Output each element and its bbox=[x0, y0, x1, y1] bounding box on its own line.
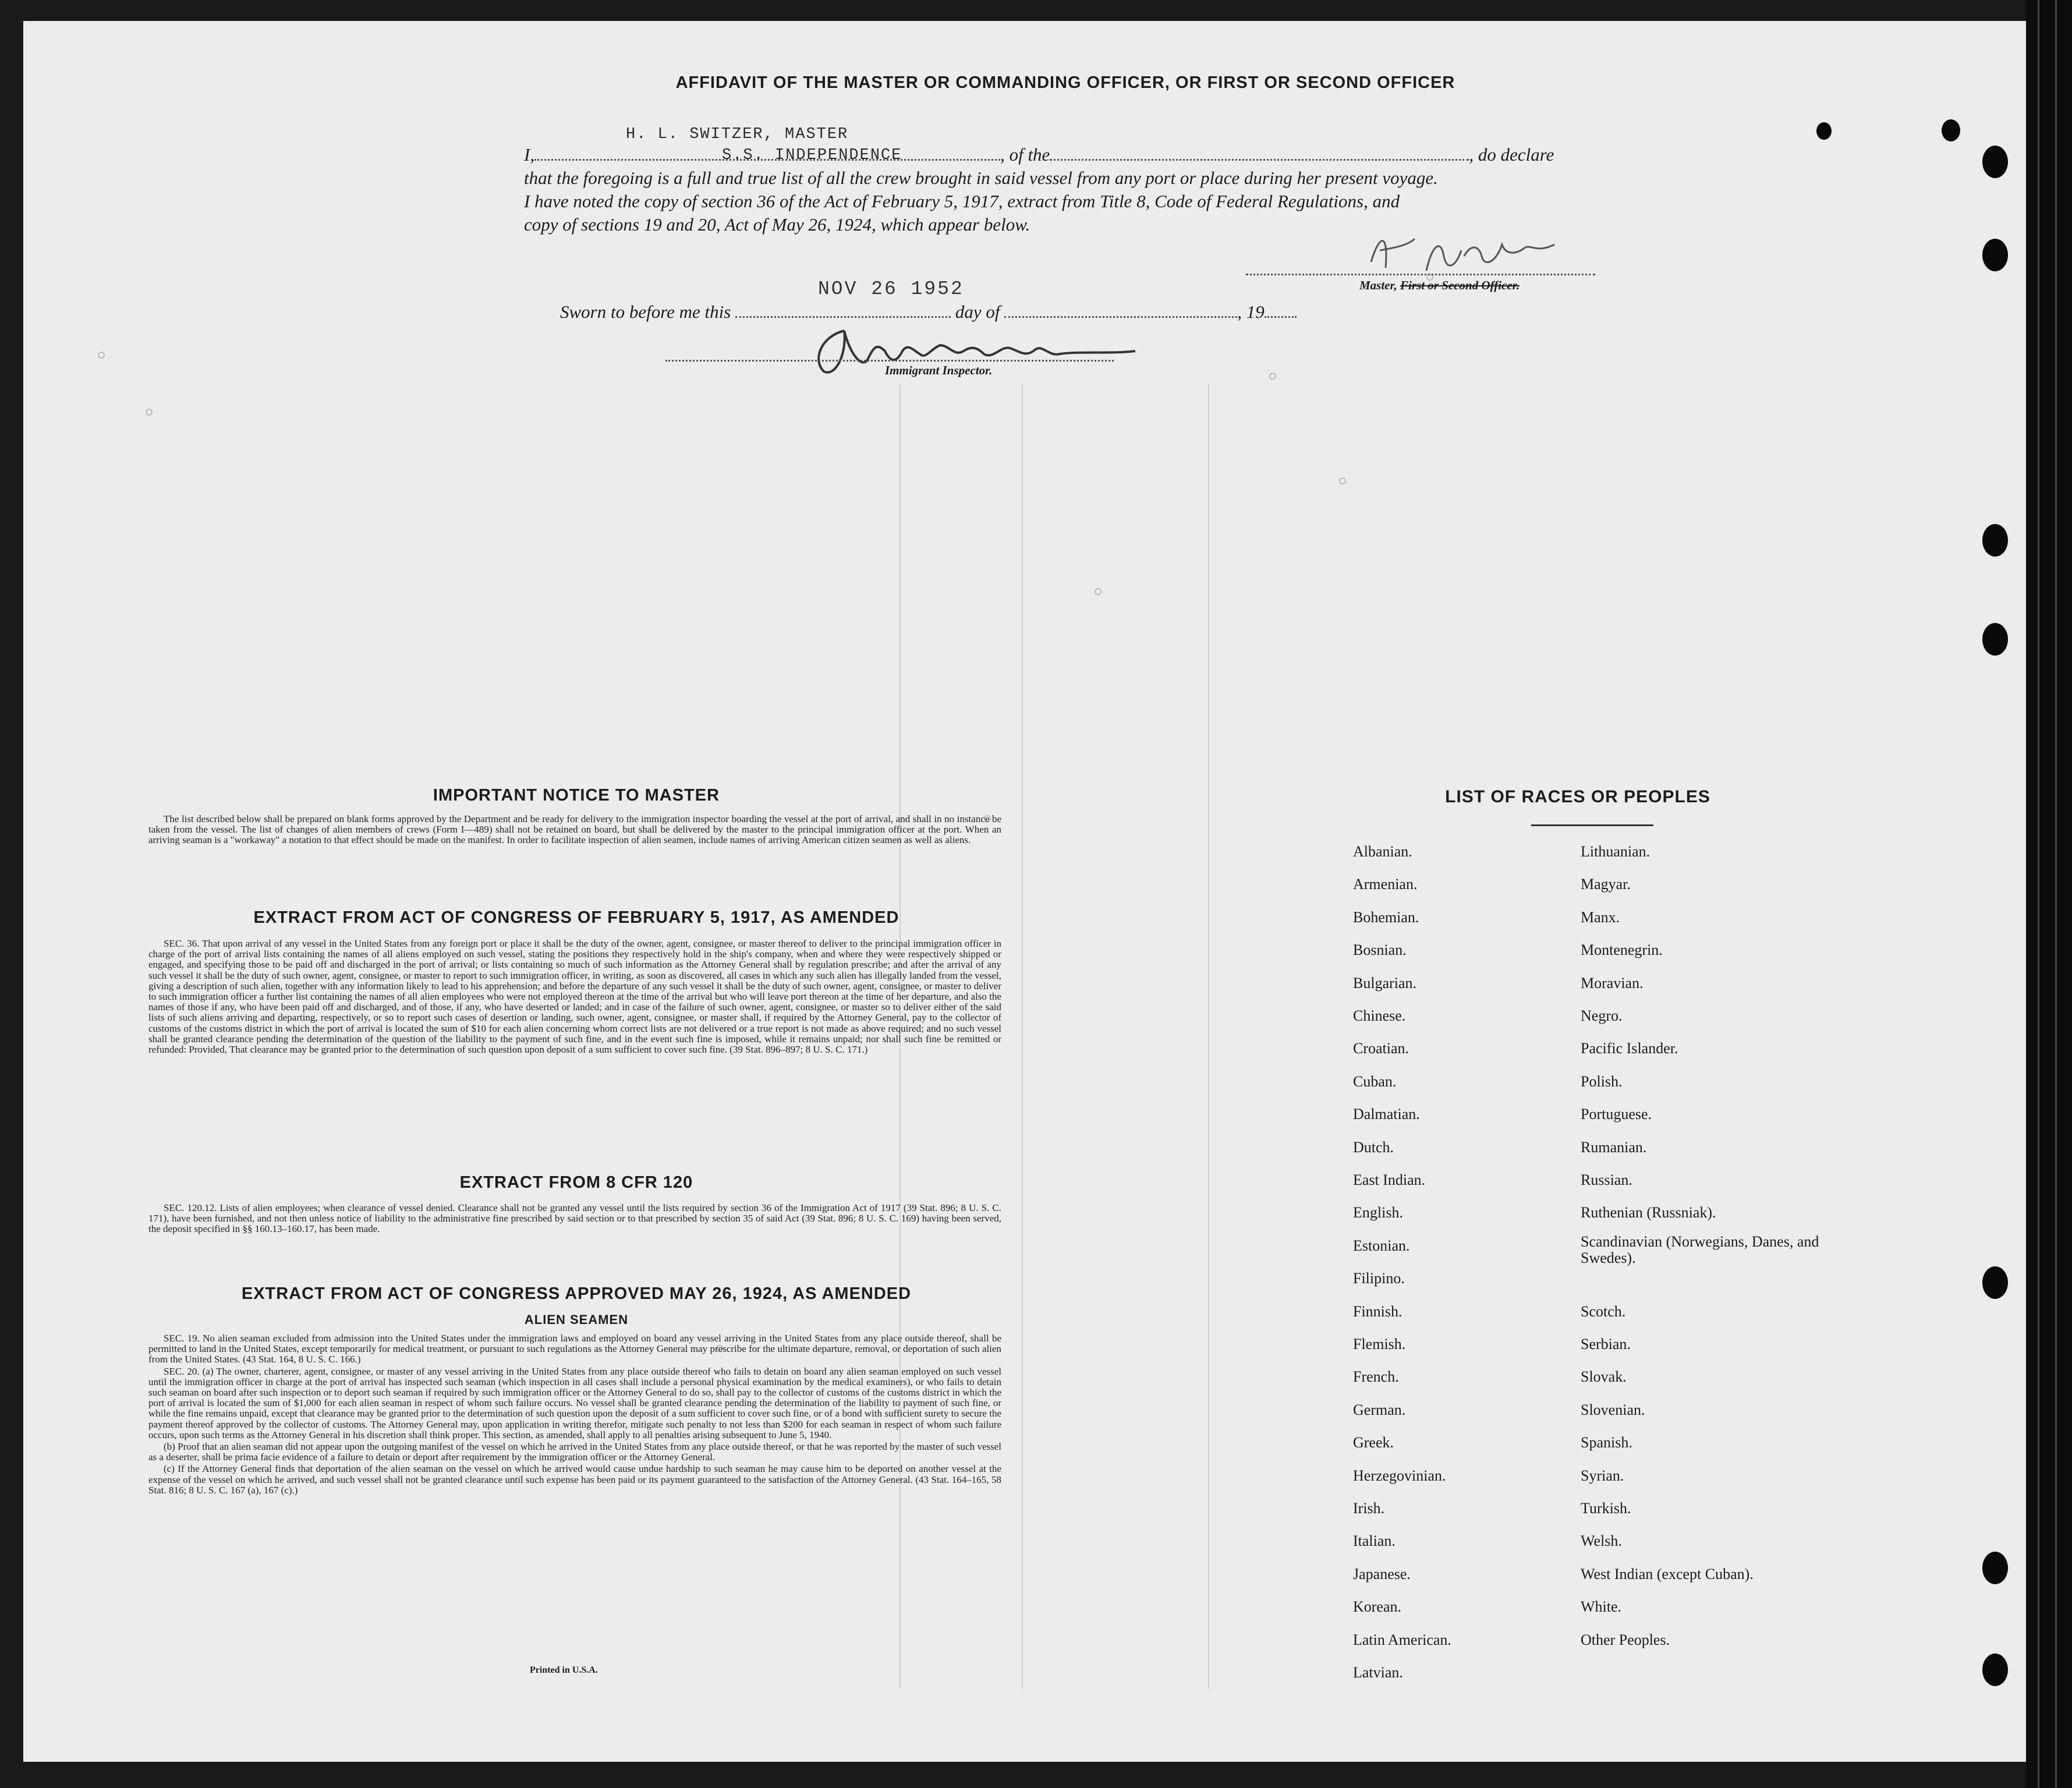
affidavit-of-the: , of the bbox=[1000, 144, 1050, 165]
race-item: Ruthenian (Russniak). bbox=[1581, 1204, 1716, 1221]
affidavit-line-2: that the foregoing is a full and true list of all the crew brought in said vessel from any port or place during her present voyage. bbox=[524, 168, 1438, 188]
race-item: Estonian. bbox=[1353, 1237, 1410, 1254]
ink-spot bbox=[1816, 122, 1832, 140]
race-item: Dalmatian. bbox=[1353, 1106, 1420, 1123]
extract-1917-text: SEC. 36. That upon arrival of any vessel in the United States from any foreign port or place it shall be the duty of the owner, agent, consignee, or master thereof to deliver to the principal immigration officer in charge of the port of arrival lists containing the names of all aliens employed on such vessel, stating the positions they respectively hold in the ship's company, when and where they were respectively shipped or engaged, and specifying those to be paid off and discharged in the port of arrival; or lists containing so much of such information as the Attorney General shall by regulation prescribe; and after the arrival of any such vessel it shall be the duty of such owner, agent, consignee, or master to report to such immigration officer, in writing, as soon as discovered, all cases in which any such alien has illegally landed from the vessel, giving a description of such alien, together with any information likely to lead to his apprehension; and before the departure of any such vessel it shall be the duty of such owner, agent, consignee, or master to deliver to such immigration officer a further list containing the names of all alien employees who were not employed thereon at the time of the arrival but who will leave port thereon at the time of her departure, and also the names of those if any, who have been paid off and discharged, and of those, if any, who have deserted or landed; and in case of the failure of such owner, agent, consignee, or master so to deliver either of the said lists of such aliens arriving and departing, respectively, or so to report such cases of desertion or landing, such owner, agent, consignee, or master shall, if required by the Attorney General, pay to the collector of customs of the customs district in which the port of arrival is located the sum of $10 for each alien concerning whom correct lists are not delivered or a true report is not made as above required; and no such vessel shall be granted clearance pending the determination of the question of the liability to the payment of such fine, and in the event such fine is imposed, while it remains unpaid; nor shall such fine be remitted or refunded: Provided, That clearance may be granted prior to the determination of such question upon deposit of a sum sufficient to cover such fine. (39 Stat. 896–897; 8 U. S. C. 171.) bbox=[148, 939, 1001, 1056]
inspector-label: Immigrant Inspector. bbox=[885, 363, 993, 377]
race-item: Bohemian. bbox=[1353, 908, 1419, 926]
race-item: Welsh. bbox=[1581, 1532, 1622, 1550]
race-item: White. bbox=[1581, 1598, 1622, 1616]
punch-hole bbox=[1982, 239, 2008, 271]
typed-vessel-name: S.S. INDEPENDENCE bbox=[722, 147, 902, 164]
master-signature-line bbox=[1246, 274, 1595, 275]
races-title: LIST OF RACES OR PEOPLES bbox=[1445, 787, 1710, 806]
race-item: Manx. bbox=[1581, 908, 1620, 926]
race-item: Japanese. bbox=[1353, 1565, 1411, 1582]
race-item: Latin American. bbox=[1353, 1631, 1451, 1648]
sworn-label: Sworn to before me this bbox=[560, 302, 731, 322]
scan-speck bbox=[146, 409, 153, 416]
punch-hole bbox=[1982, 524, 2008, 557]
scan-border-line bbox=[2038, 0, 2039, 1788]
race-item: Irish. bbox=[1353, 1500, 1385, 1517]
race-item: East Indian. bbox=[1353, 1171, 1426, 1188]
printed-in-usa: Printed in U.S.A. bbox=[530, 1665, 598, 1675]
race-item: Croatian. bbox=[1353, 1040, 1409, 1057]
race-item: Finnish. bbox=[1353, 1302, 1402, 1320]
race-item: Albanian. bbox=[1353, 843, 1412, 860]
affidavit-line-3: I have noted the copy of section 36 of the Act of February 5, 1917, extract from Title 8, Code of Federal Regulations, and bbox=[524, 191, 1400, 211]
race-item: Slovenian. bbox=[1581, 1401, 1645, 1418]
inspector-signature-line bbox=[665, 360, 1114, 362]
race-item: West Indian (except Cuban). bbox=[1581, 1565, 1754, 1582]
race-item: Scotch. bbox=[1581, 1302, 1626, 1320]
race-item: Magyar. bbox=[1581, 876, 1631, 893]
race-item: Filipino. bbox=[1353, 1270, 1405, 1287]
race-item: Serbian. bbox=[1581, 1336, 1631, 1352]
race-item: Other Peoples. bbox=[1581, 1631, 1670, 1648]
year-label: , 19 bbox=[1237, 302, 1265, 322]
typed-master-name: H. L. SWITZER, MASTER bbox=[626, 126, 849, 143]
column-rule bbox=[1022, 384, 1023, 1688]
punch-hole bbox=[1982, 1552, 2008, 1584]
race-item: Russian. bbox=[1581, 1171, 1632, 1188]
race-item: Greek. bbox=[1353, 1434, 1394, 1451]
day-of-label: day of bbox=[955, 302, 1000, 322]
punch-hole bbox=[1982, 1266, 2008, 1299]
race-item: Rumanian. bbox=[1581, 1138, 1647, 1156]
column-rule bbox=[1208, 384, 1209, 1688]
races-title-rule bbox=[1531, 824, 1653, 826]
affidavit-line-1 bbox=[524, 144, 1554, 165]
affidavit-declare: , do declare bbox=[1469, 144, 1554, 165]
race-item: Moravian. bbox=[1581, 974, 1644, 992]
race-item: Polish. bbox=[1581, 1072, 1623, 1090]
punch-hole bbox=[1982, 1654, 2008, 1686]
extract-1917-title: EXTRACT FROM ACT OF CONGRESS OF FEBRUARY 5, 1917, AS AMENDED bbox=[253, 908, 899, 927]
race-item: Herzegovinian. bbox=[1353, 1467, 1446, 1484]
race-item: Italian. bbox=[1353, 1532, 1395, 1550]
scan-speck bbox=[98, 352, 105, 359]
race-item: Latvian. bbox=[1353, 1664, 1403, 1681]
notice-text: The list described below shall be prepared on blank forms approved by the Department and be ready for delivery to the immigration inspector boarding the vessel at the port of arrival, and shall in no instance be taken from the vessel. The list of changes of alien members of crews (Form I—489) shall not be retained on board, but shall be delivered by the master to the principal immigration officer at the port. When an arriving seaman is a "workaway" a notation to that effect should be made on the manifest. In order to facilitate inspection of alien seamen, include names of arriving American citizen seamen as well as aliens. bbox=[148, 814, 1001, 846]
master-signature bbox=[1362, 221, 1572, 285]
race-item: Bulgarian. bbox=[1353, 974, 1417, 992]
punch-hole bbox=[1982, 623, 2008, 656]
race-item: Syrian. bbox=[1581, 1467, 1624, 1484]
race-item: Spanish. bbox=[1581, 1434, 1632, 1451]
punch-hole bbox=[1982, 146, 2008, 178]
race-item: Negro. bbox=[1581, 1007, 1623, 1024]
extract-cfr-title: EXTRACT FROM 8 CFR 120 bbox=[459, 1173, 693, 1192]
race-item: Slovak. bbox=[1581, 1368, 1627, 1386]
race-item: Scandinavian (Norwegians, Danes, and Swedes). bbox=[1581, 1233, 1819, 1266]
scan-speck bbox=[1095, 588, 1101, 595]
affidavit-line-4: copy of sections 19 and 20, Act of May 26, 1924, which appear below. bbox=[524, 214, 1030, 235]
ink-spot bbox=[1942, 119, 1960, 141]
race-item: Bosnian. bbox=[1353, 941, 1407, 959]
race-item: Portuguese. bbox=[1581, 1106, 1652, 1123]
alien-seamen-subtitle: ALIEN SEAMEN bbox=[524, 1312, 629, 1327]
race-item: English. bbox=[1353, 1204, 1403, 1221]
race-item: Korean. bbox=[1353, 1598, 1402, 1616]
race-item: Dutch. bbox=[1353, 1138, 1394, 1156]
race-item: German. bbox=[1353, 1401, 1406, 1418]
race-item: Lithuanian. bbox=[1581, 843, 1650, 860]
race-item: Cuban. bbox=[1353, 1072, 1397, 1090]
race-item: Turkish. bbox=[1581, 1500, 1631, 1517]
race-item: Flemish. bbox=[1353, 1336, 1406, 1352]
struck-officer-label: First or Second Officer. bbox=[1400, 278, 1520, 292]
scan-border-line bbox=[2055, 0, 2057, 1788]
affidavit-title: AFFIDAVIT OF THE MASTER OR COMMANDING OFFICER, OR FIRST OR SECOND OFFICER bbox=[675, 73, 1455, 92]
race-item: Armenian. bbox=[1353, 876, 1418, 893]
race-item: French. bbox=[1353, 1368, 1399, 1386]
scan-speck bbox=[1339, 477, 1346, 484]
race-item: Montenegrin. bbox=[1581, 941, 1663, 959]
master-signature-label: Master, First or Second Officer. bbox=[1359, 278, 1520, 292]
affidavit-i: I, bbox=[524, 144, 535, 165]
scan-speck bbox=[1269, 373, 1276, 380]
scan-border bbox=[2026, 0, 2072, 1788]
extract-1924-title: EXTRACT FROM ACT OF CONGRESS APPROVED MAY 26, 1924, AS AMENDED bbox=[241, 1284, 912, 1303]
notice-title: IMPORTANT NOTICE TO MASTER bbox=[433, 786, 720, 805]
date-stamp: NOV 26 1952 bbox=[818, 278, 964, 300]
extract-cfr-text: SEC. 120.12. Lists of alien employees; when clearance of vessel denied. Clearance shall not be granted any vessel until the lists required by section 36 of the Immigration Act of 1917 (39 Stat. 896; 8 U. S. C. 171), have been furnished, and not then unless notice of liability to the administrative fine prescribed by said section or to that prescribed by section 35 of said Act (39 Stat. 896; 8 U. S. C. 169) having been served, the deposit specified in §§ 160.13–160.17, has been made. bbox=[148, 1203, 1001, 1235]
race-item: Pacific Islander. bbox=[1581, 1040, 1678, 1057]
extract-1924-text: SEC. 19. No alien seaman excluded from admission into the United States under the immigration laws and employed on board any vessel arriving in the United States from any place outside thereof, shall be permitted to land in the United States, except temporarily for medical treatment, or pursuant to such regulations as the Attorney General may prescribe for the ultimate departure, removal, or deportation of such alien from the United States. (43 Stat. 164, 8 U. S. C. 166.) SEC. 20. (a) The owner, charterer, agent, consignee, or master of any vessel arriving in the United States from any place outside thereof who fails to detain on board any alien seaman employed on such vessel until the immigration officer in charge at the port of arrival has inspected such seaman (which inspection in all cases shall include a personal physical examination by the medical examiners), or who fails to detain such seaman on board after such inspection or to deport such seaman if required by such immigration officer or the Attorney General to do so, shall pay to the collector of customs of the customs district in which the port of arrival is located the sum of $1,000 for each alien seaman in respect of whom such failure occurs. No vessel shall be granted clearance pending the determination of the liability to payment of such fine, or while the fine remains unpaid, except that clearance may be granted prior to the determination of such question upon the deposit of a sum sufficient to cover such fine, or of a bond with sufficient surety to secure the payment thereof approved by the collector of customs. The Attorney General may, upon application in writing therefor, mitigate such penalty to not less than $200 for each seaman in respect of whom such failure occurs, upon such terms as the Attorney General in his discretion shall think proper. This section, as amended, shall apply to all penalties arising subsequent to June 5, 1940. (b) Proof that an alien seaman did not appear upon the outgoing manifest of the vessel on which he arrived in the United States from any place outside thereof, or that he was reported by the master of such vessel as a deserter, shall be prima facie evidence of a failure to detain or deport after requirement by the immigration officer or the Attorney General. (c) If the Attorney General finds that deportation of the alien seaman on the vessel on which he arrived would cause undue hardship to such seaman he may cause him to be deported on another vessel at the expense of the vessel on which he arrived, and such vessel shall not be granted clearance until such expense has been paid or its payment guaranteed to the satisfaction of the Attorney General. (43 Stat. 164–165, 58 Stat. 816; 8 U. S. C. 167 (a), 167 (c).) bbox=[148, 1333, 1001, 1496]
race-item: Chinese. bbox=[1353, 1007, 1406, 1024]
